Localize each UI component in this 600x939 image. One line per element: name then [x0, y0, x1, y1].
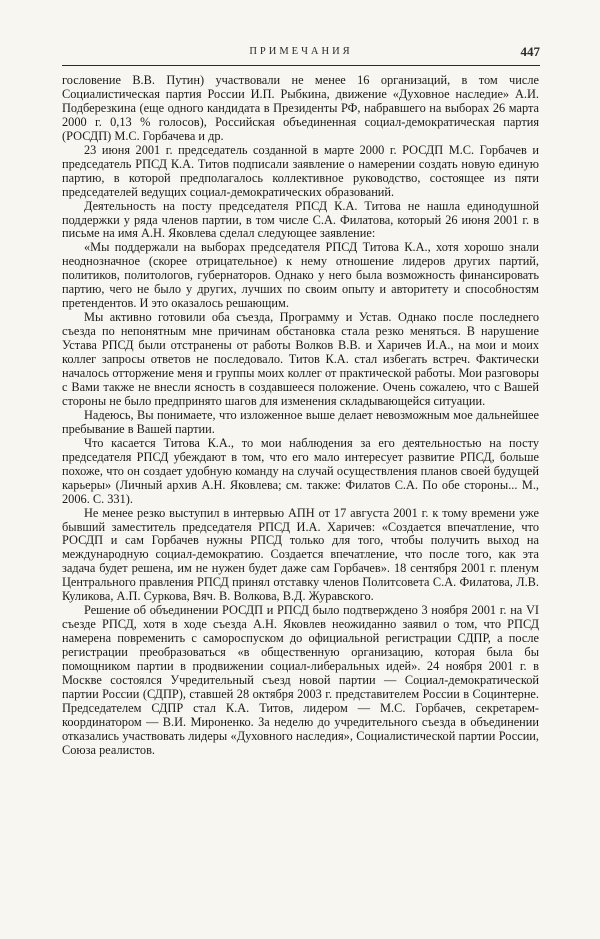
paragraph: Деятельность на посту председателя РПСД К.А. Титова не нашла единодушной поддержки у ряда членов партии, в том числе С.А. Филатова, который 26 июня 2001 г. в письме на имя А.Н. Яковлева сделал следующее заявление: — [62, 198, 539, 241]
running-head — [62, 46, 540, 66]
page-number: 447 — [520, 44, 540, 59]
paragraph: «Мы поддержали на выборах председателя РПСД Титова К.А., хотя хорошо знали неоднозначное (скорее отрицательное) к нему отношение лидеров других партий, политиков, политологов, губернаторов. Однако у него была возможность финансировать партию, чего не было у других, лучших по своим опыту и авторитету и способностям претендентов. И это оказалось решающим. — [62, 240, 539, 311]
paragraph: 23 июня 2001 г. председатель созданной в марте 2000 г. РОСДП М.С. Горбачев и председатель РПСД К.А. Титов подписали заявление о намерении создать новую единую партию, в которой предполагалось коллективное руководство, состоящее из пяти председателей ведущих социал-демократических образований. — [62, 142, 539, 199]
running-title: ПРИМЕЧАНИЯ — [249, 46, 353, 57]
paragraph: Что касается Титова К.А., то мои наблюдения за его деятельностью на посту председателя РПСД убеждают в том, что его мало интересует развитие РПСД, больше похоже, что он создает удобную команду на случай осуществления планов своей будущей карьеры» (Личный архив А.Н. Яковлева; см. также: Филатов С.А. По обе стороны... М., 2006. С. 331). — [62, 435, 539, 506]
paragraph: Решение об объединении РОСДП и РПСД было подтверждено 3 ноября 2001 г. на VI съезде РПСД, хотя в ходе съезда А.Н. Яковлев неожиданно заявил о том, что РПСД намерена повременить с самороспуском до официальной регистрации СДПР, а после регистрации преобразоваться «в общественную организацию, которая была бы помощником партии в продвижении социал-либеральных идей». 24 ноября 2001 г. в Москве состоялся Учредительный съезд новой партии — Социал-демократической партии России (СДПР), ставшей 28 октября 2003 г. представителем России в Социнтерне. Председателем СДПР стал К.А. Титов, лидером — М.С. Горбачев, секретарем-координатором — В.И. Мироненко. За неделю до учредительного съезда в объединении отказались участвовать лидеры «Духовного наследия», Социалистической партии России, Союза реалистов. — [62, 603, 539, 757]
paragraph: Надеюсь, Вы понимаете, что изложенное выше делает невозможным мое дальнейшее пребывание в Вашей партии. — [62, 407, 539, 436]
paragraph: Не менее резко выступил в интервью АПН от 17 августа 2001 г. к тому времени уже бывший заместитель председателя РПСД И.А. Харичев: «Создается впечатление, что РОСДП и сам Горбачев нужны РПСД только для того, чтобы получить выход на международную социал-демократию. Создается впечатление, что после того, как эта задача будет решена, им не нужен будет даже сам Горбачев». 18 сентября 2001 г. пленум Центрального правления РПСД принял отставку членов Политсовета С.А. Филатова, Л.В. Куликова, А.П. Суркова, Вяч. В. Волкова, В.Д. Журавского. — [62, 505, 539, 604]
paragraph: Мы активно готовили оба съезда, Программу и Устав. Однако после последнего съезда по непонятным мне причинам обстановка стала резко меняться. В нарушение Устава РПСД были отстранены от работы Волков В.В. и Харичев И.А., на мои и моих коллег запросы ответов не последовало. Титов К.А. стал избегать встреч. Фактически началось отторжение меня и группы моих коллег от практической работы. Мои разговоры с Вами также не внесли ясность в создавшееся положение. Очень сожалею, что с Вашей стороны не было предпринято шагов для изменения складывающейся ситуации. — [62, 310, 539, 408]
body-text — [62, 74, 539, 758]
paragraph: гословение В.В. Путин) участвовали не менее 16 организаций, в том числе Социалистическая партия России И.П. Рыбкина, движение «Духовное наследие» А.И. Подберезкина (еще одного кандидата в Президенты РФ, набравшего на выборах 26 марта 2000 г. 0,13 % голосов), Российская объединенная социал-демократическая партия (РОСДП) М.С. Горбачева и др. — [62, 73, 539, 143]
